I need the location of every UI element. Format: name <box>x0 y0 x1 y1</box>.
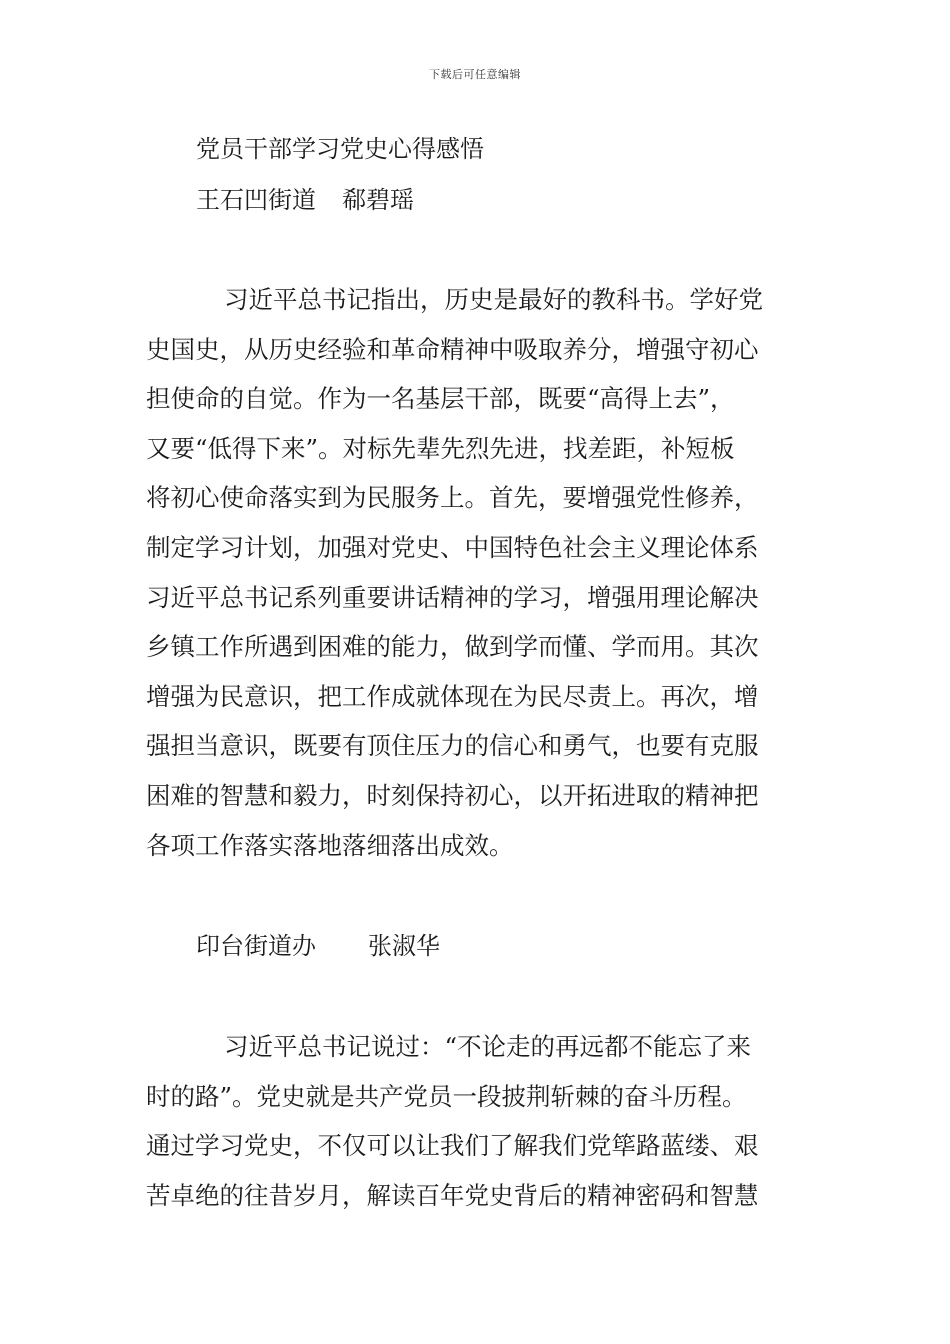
paragraph-line: 担使命的自觉。作为一名基层干部，既要“高得上去”， <box>146 384 735 414</box>
paragraph-line: 习近平总书记指出，历史是最好的教科书。学好党 <box>224 285 763 314</box>
paragraph-2 <box>146 1022 806 1220</box>
page-title: 党员干部学习党史心得感悟 <box>196 135 484 163</box>
paragraph-line: 习近平总书记系列重要讲话精神的学习，增强用理论解决 <box>146 582 759 612</box>
byline-1-unit: 王石凹街道 <box>196 186 316 214</box>
paragraph-line: 将初心使命落实到为民服务上。首先，要增强党性修养， <box>146 483 759 513</box>
paragraph-line: 时的路”。党史就是共产党员一段披荆斩棘的奋斗历程。 <box>146 1081 747 1111</box>
byline-1 <box>196 183 414 217</box>
paragraph-line: 乡镇工作所遇到困难的能力，做到学而懂、学而用。其次 <box>146 632 759 662</box>
paragraph-line: 各项工作落实落地落细落出成效。 <box>146 830 514 860</box>
paragraph-1 <box>146 275 806 870</box>
paragraph-line: 通过学习党史，不仅可以让我们了解我们党筚路蓝缕、艰 <box>146 1131 759 1161</box>
paragraph-line: 习近平总书记说过：“不论走的再远都不能忘了来 <box>224 1032 752 1061</box>
byline-2 <box>196 929 440 963</box>
paragraph-line: 苦卓绝的往昔岁月，解读百年党史背后的精神密码和智慧 <box>146 1180 759 1210</box>
header-note: 下载后可任意编辑 <box>429 68 521 81</box>
paragraph-line: 又要“低得下来”。对标先辈先烈先进，找差距，补短板 <box>146 433 735 463</box>
byline-2-author: 张淑华 <box>368 932 440 960</box>
paragraph-line: 制定学习计划，加强对党史、中国特色社会主义理论体系 <box>146 532 759 562</box>
paragraph-line: 史国史，从历史经验和革命精神中吸取养分，增强守初心 <box>146 334 759 364</box>
paragraph-line: 强担当意识，既要有顶住压力的信心和勇气，也要有克服 <box>146 731 759 761</box>
paragraph-line: 困难的智慧和毅力，时刻保持初心，以开拓进取的精神把 <box>146 780 759 810</box>
paragraph-line: 增强为民意识，把工作成就体现在为民尽责上。再次，增 <box>146 681 759 711</box>
byline-1-author: 郗碧瑶 <box>342 186 414 214</box>
byline-2-unit: 印台街道办 <box>196 932 316 960</box>
